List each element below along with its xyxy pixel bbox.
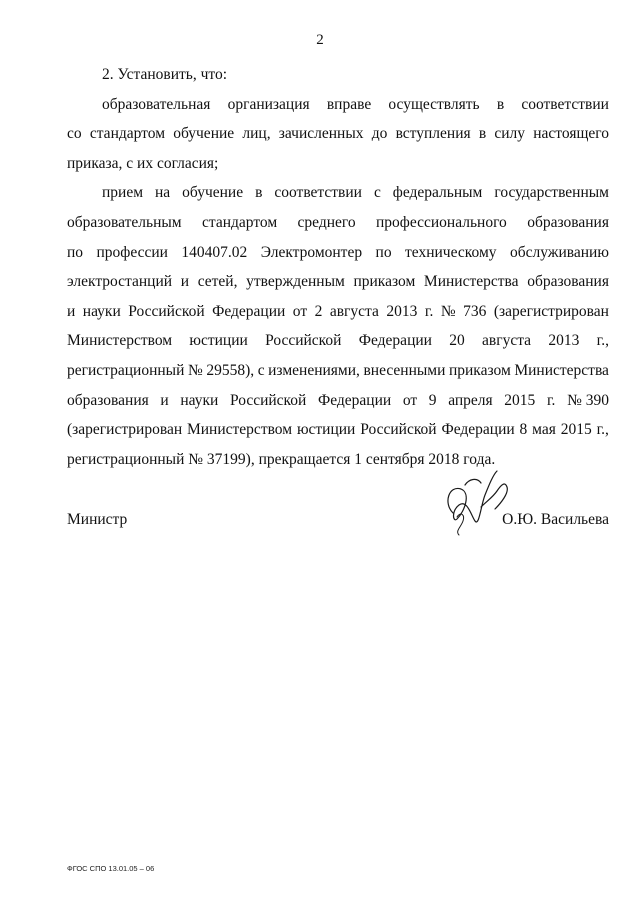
text-word: внесенными	[363, 361, 446, 379]
text-word: Федерации	[317, 391, 392, 409]
text-word: августа	[329, 302, 379, 320]
text-word: г.	[546, 391, 556, 409]
text-word: федеральным	[392, 184, 483, 202]
text-line	[67, 267, 609, 297]
text-word: силу	[494, 125, 526, 143]
text-line	[67, 178, 609, 208]
text-word: образования	[527, 213, 609, 231]
signer-name: О.Ю. Васильева	[502, 511, 609, 528]
text-word: 20	[449, 332, 465, 350]
text-word: со	[67, 125, 82, 143]
text-word: соответствии	[521, 95, 609, 113]
text-word: Федерации	[441, 421, 515, 439]
text-word: 9	[428, 391, 437, 409]
text-word: стандартом	[202, 213, 278, 231]
text-word: №	[440, 302, 456, 320]
text-word: (зарегистрирован	[493, 302, 609, 320]
text-word: науки	[82, 302, 121, 320]
text-word: Министерством	[186, 421, 293, 439]
text-word: стандартом	[89, 125, 166, 143]
text-word: изменениями,	[268, 361, 360, 379]
text-word: организация	[227, 95, 310, 113]
document-body	[67, 60, 609, 474]
text-word: техническому	[405, 243, 497, 261]
text-word: от	[292, 302, 308, 320]
text-line	[67, 60, 609, 90]
text-word: образовательная	[102, 95, 211, 113]
text-word: Российской	[265, 332, 342, 350]
signer-position: Министр	[67, 511, 128, 528]
text-word: № 390	[567, 391, 609, 409]
signature-block	[67, 495, 609, 555]
text-word: зачисленных	[278, 125, 364, 143]
text-word: Федерации	[212, 302, 286, 320]
text-word: приказом	[353, 273, 416, 291]
text-word: г.,	[596, 421, 609, 439]
text-word: (зарегистрирован	[67, 421, 183, 439]
text-line	[67, 356, 609, 386]
text-word: государственным	[494, 184, 609, 202]
footer-code: ФГОС СПО 13.01.05 – 06	[67, 864, 155, 873]
text-word: образовательным	[67, 213, 182, 231]
text-word: Электромонтер	[260, 243, 363, 261]
text-word: образования	[527, 273, 609, 291]
text-word: сетей,	[197, 273, 238, 291]
text-word: от	[402, 391, 418, 409]
text-word: регистрационный	[67, 361, 185, 379]
text-word: в	[478, 125, 487, 143]
text-line	[67, 297, 609, 327]
text-word: Российской	[360, 421, 437, 439]
text-word: прием	[102, 184, 144, 202]
text-word: обслуживанию	[509, 243, 609, 261]
text-word: Федерации	[358, 332, 432, 350]
text-word: и	[160, 391, 169, 409]
text-word: августа	[482, 332, 532, 350]
text-word: Российской	[229, 391, 307, 409]
text-word: 2015	[560, 421, 592, 439]
text-word: регистрационный № 37199), прекращается 1 сентября 2018 года.	[67, 450, 496, 468]
text-word: Министерства	[514, 361, 609, 379]
text-word: профессии	[96, 243, 168, 261]
text-line	[67, 415, 609, 445]
text-word: 29558),	[206, 361, 255, 379]
text-line	[67, 208, 609, 238]
text-word: обучение	[173, 125, 235, 143]
text-word: приказом	[448, 361, 511, 379]
text-word: вступления	[395, 125, 471, 143]
text-word: г.,	[596, 332, 609, 350]
text-word: до	[371, 125, 388, 143]
text-word: образования	[67, 391, 149, 409]
text-word: 140407.02	[181, 243, 248, 261]
text-line	[67, 238, 609, 268]
text-line	[67, 445, 609, 475]
handwritten-signature	[435, 465, 515, 545]
text-word: и	[180, 273, 190, 291]
text-word: Министерства	[423, 273, 519, 291]
text-word: Министерством	[67, 332, 173, 350]
text-word: г.	[424, 302, 434, 320]
text-word: обучение	[182, 184, 244, 202]
text-word: юстиции	[296, 421, 356, 439]
text-word: по	[67, 243, 84, 261]
text-word: 2. Установить, что:	[102, 66, 228, 83]
text-word: 736	[463, 302, 487, 320]
text-word: в	[496, 95, 505, 113]
text-word: на	[155, 184, 171, 202]
text-word: 2013	[386, 302, 418, 320]
text-word: апреля	[448, 391, 493, 409]
text-word: 2	[314, 302, 323, 320]
text-word: 2015	[504, 391, 536, 409]
text-line	[67, 326, 609, 356]
text-word: науки	[180, 391, 219, 409]
text-word: среднего	[297, 213, 356, 231]
text-word: профессионального	[376, 213, 507, 231]
text-word: и	[67, 302, 76, 320]
text-line	[67, 149, 609, 179]
text-word: осуществлять	[388, 95, 480, 113]
text-word: электростанций	[67, 273, 173, 291]
text-word: 2013	[548, 332, 580, 350]
text-word: с	[257, 361, 265, 379]
text-word: юстиции	[189, 332, 248, 350]
text-word: в	[255, 184, 263, 202]
text-line	[67, 90, 609, 120]
text-word: мая	[532, 421, 556, 439]
text-word: лиц,	[242, 125, 271, 143]
text-word: Российской	[128, 302, 205, 320]
text-word: настоящего	[533, 125, 609, 143]
text-word: №	[187, 361, 203, 379]
text-word: соответствии	[274, 184, 362, 202]
text-line	[67, 386, 609, 416]
text-word: с	[373, 184, 381, 202]
text-word: вправе	[326, 95, 372, 113]
text-word: 8	[519, 421, 528, 439]
text-word: утвержденным	[246, 273, 345, 291]
page-number: 2	[316, 32, 324, 48]
text-line	[67, 119, 609, 149]
text-word: по	[375, 243, 392, 261]
text-word: приказа, с их согласия;	[67, 154, 219, 172]
